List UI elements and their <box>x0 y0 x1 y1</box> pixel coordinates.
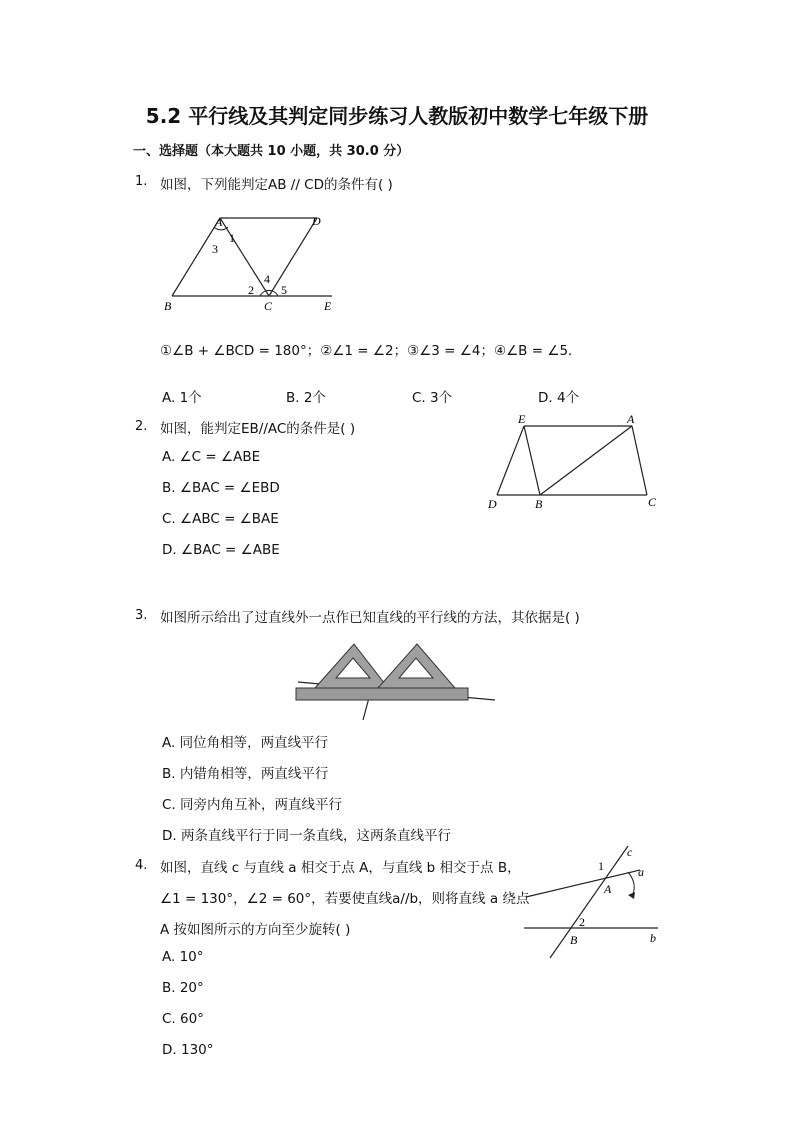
q1-label-e: E <box>324 299 332 313</box>
q2-label-b: B <box>535 497 543 511</box>
q2-option-d[interactable]: D. ∠BAC = ∠ABE <box>162 542 280 558</box>
q1-angle-label-3: 3 <box>212 242 218 256</box>
q1-label-c: C <box>264 299 273 313</box>
q2-line-ab <box>540 426 632 495</box>
q4-option-d[interactable]: D. 130° <box>162 1042 214 1058</box>
q2-label-c: C <box>648 495 657 509</box>
q4-line-a <box>526 870 640 897</box>
q2-label-e: E <box>518 412 526 426</box>
q1-angle-label-1: 1 <box>229 231 235 245</box>
q1-option-c[interactable]: C. 3个 <box>412 390 453 406</box>
q2-line-eb <box>524 426 540 495</box>
q1-label-d: D <box>312 214 321 228</box>
q1-line-cd <box>269 218 317 296</box>
q4-label-b: b <box>650 931 656 945</box>
q3-option-d[interactable]: D. 两条直线平行于同一条直线，这两条直线平行 <box>162 828 451 844</box>
q3-number: 3. <box>135 608 148 623</box>
q2-line-ed <box>497 426 524 495</box>
q4-line1: 如图，直线 c 与直线 a 相交于点 A，与直线 b 相交于点 B， <box>160 860 521 876</box>
q4-point-b: B <box>570 933 578 947</box>
q1-option-d[interactable]: D. 4个 <box>538 390 580 406</box>
q1-line-ab <box>172 218 220 296</box>
q2-option-a[interactable]: A. ∠C = ∠ABE <box>162 449 261 465</box>
q4-number: 4. <box>135 858 148 873</box>
q3-option-b[interactable]: B. 内错角相等，两直线平行 <box>162 766 329 782</box>
q4-line3: A 按如图所示的方向至少旋转( ) <box>160 922 351 938</box>
q4-angle-label-1: 1 <box>598 859 604 873</box>
q2-label-a: A <box>627 412 635 426</box>
q3-option-c[interactable]: C. 同旁内角互补，两直线平行 <box>162 797 343 813</box>
q3-ruler <box>296 688 468 700</box>
q1-number: 1. <box>135 174 148 189</box>
q4-rotation-arrowhead <box>628 892 635 899</box>
q1-angle-label-2: 2 <box>248 283 254 297</box>
q2-text: 如图，能判定EB//AC的条件是( ) <box>160 421 356 437</box>
q3-text: 如图所示给出了过直线外一点作已知直线的平行线的方法，其依据是( ) <box>160 610 580 626</box>
q4-option-b[interactable]: B. 20° <box>162 980 204 996</box>
q3-figure <box>290 636 500 724</box>
q4-line-c <box>550 846 628 958</box>
q4-angle-label-2: 2 <box>579 915 585 929</box>
q1-line-ac <box>220 218 269 296</box>
q2-figure <box>482 408 662 513</box>
q4-line2: ∠1 = 130°，∠2 = 60°，若要使直线a//b，则将直线 a 绕点 <box>160 891 530 907</box>
q1-angle-label-5: 5 <box>281 283 287 297</box>
q4-label-a: a <box>638 865 644 879</box>
q2-option-b[interactable]: B. ∠BAC = ∠EBD <box>162 480 280 496</box>
q3-option-a[interactable]: A. 同位角相等，两直线平行 <box>162 735 329 751</box>
q2-number: 2. <box>135 419 148 434</box>
q4-figure <box>520 842 665 962</box>
q2-line-ac <box>632 426 647 495</box>
q4-option-a[interactable]: A. 10° <box>162 949 204 965</box>
q1-option-a[interactable]: A. 1个 <box>162 390 202 406</box>
section-heading: 一、选择题（本大题共 10 小题，共 30.0 分） <box>133 144 410 159</box>
q4-rotation-arrow <box>628 872 634 896</box>
q1-figure <box>160 210 350 320</box>
q4-option-c[interactable]: C. 60° <box>162 1011 204 1027</box>
q1-angle-label-4: 4 <box>264 272 270 286</box>
q1-label-a: A <box>215 215 223 229</box>
q1-label-b: B <box>164 299 172 313</box>
q2-label-d: D <box>488 497 497 511</box>
q1-option-b[interactable]: B. 2个 <box>286 390 326 406</box>
q2-option-c[interactable]: C. ∠ABC = ∠BAE <box>162 511 279 527</box>
page-title: 5.2 平行线及其判定同步练习人教版初中数学七年级下册 <box>145 104 649 128</box>
q4-point-a: A <box>604 882 612 896</box>
q1-conditions: ①∠B + ∠BCD = 180°；②∠1 = ∠2；③∠3 = ∠4；④∠B = ∠5． <box>160 343 582 359</box>
q1-text: 如图，下列能判定AB // CD的条件有( ) <box>160 177 393 193</box>
q4-label-c: c <box>627 845 633 859</box>
